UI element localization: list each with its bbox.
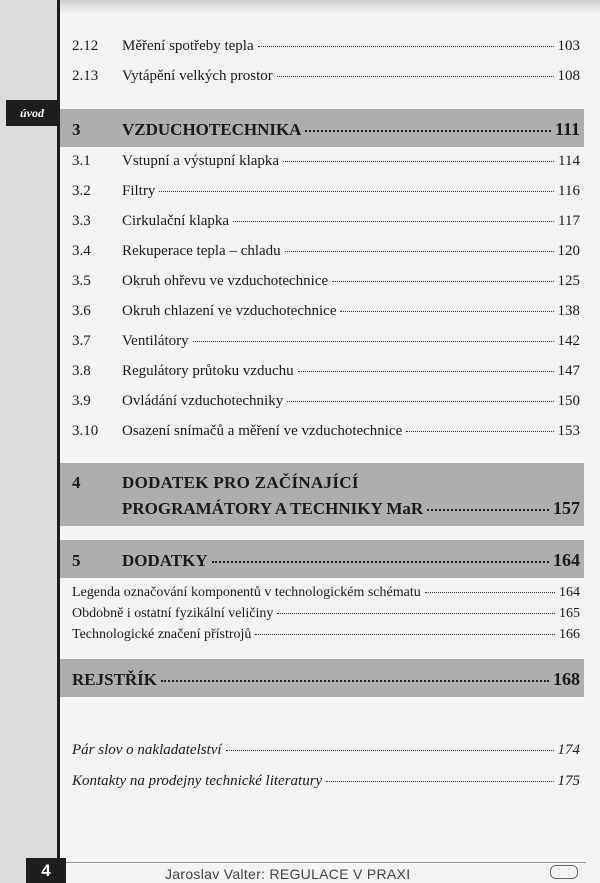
toc-page: 114 bbox=[558, 153, 580, 169]
leader-dots bbox=[233, 221, 554, 222]
toc-title: Cirkulační klapka bbox=[122, 213, 230, 229]
toc-number: 3.8 bbox=[72, 363, 91, 379]
page-number: 4 bbox=[26, 858, 66, 883]
leader-dots bbox=[406, 431, 553, 432]
toc-number: 3.5 bbox=[72, 273, 91, 289]
toc-title: Okruh chlazení ve vzduchotechnice bbox=[122, 303, 337, 319]
toc-row bbox=[72, 242, 580, 260]
toc-page: 120 bbox=[557, 243, 580, 259]
toc-page: 138 bbox=[557, 303, 580, 319]
toc-title: Legenda označování komponentů v technologickém schématu bbox=[72, 585, 421, 600]
toc-row bbox=[72, 772, 580, 790]
toc-number: 3.2 bbox=[72, 183, 91, 199]
leader-dots bbox=[425, 592, 555, 593]
index-heading bbox=[60, 659, 584, 697]
section-tab: úvod bbox=[6, 100, 58, 126]
leader-dots bbox=[427, 509, 549, 511]
leader-dots bbox=[193, 341, 554, 342]
toc-number: 3.1 bbox=[72, 153, 91, 169]
toc-number: 3.7 bbox=[72, 333, 91, 349]
toc-row bbox=[72, 302, 580, 320]
chapter-number: 5 bbox=[72, 551, 81, 570]
toc-number: 2.12 bbox=[72, 38, 99, 54]
toc-title: Osazení snímačů a měření ve vzduchotechnice bbox=[122, 423, 403, 439]
toc-title: Vytápění velkých prostor bbox=[122, 68, 273, 84]
leader-dots bbox=[258, 46, 554, 47]
toc-title: Pár slov o nakladatelství bbox=[72, 742, 222, 758]
toc-row bbox=[72, 152, 580, 170]
leader-dots bbox=[159, 191, 554, 192]
toc-row bbox=[72, 212, 580, 230]
toc-page: 108 bbox=[557, 68, 580, 84]
toc-row bbox=[72, 332, 580, 350]
leader-dots bbox=[332, 281, 553, 282]
toc-row bbox=[72, 182, 580, 200]
toc-number: 3.9 bbox=[72, 393, 91, 409]
toc-title: Vstupní a výstupní klapka bbox=[122, 153, 280, 169]
toc-page: 142 bbox=[557, 333, 580, 349]
toc-page: 166 bbox=[559, 627, 580, 642]
publisher-logo-icon bbox=[550, 865, 578, 879]
leader-dots bbox=[277, 76, 554, 77]
toc-number: 3.3 bbox=[72, 213, 91, 229]
toc-row bbox=[72, 362, 580, 380]
chapter-heading bbox=[60, 463, 584, 526]
toc-page: 117 bbox=[558, 213, 580, 229]
toc-page: 153 bbox=[557, 423, 580, 439]
leader-dots bbox=[305, 130, 551, 132]
toc-row bbox=[72, 605, 580, 623]
toc-row bbox=[72, 741, 580, 759]
leader-dots bbox=[161, 680, 549, 682]
chapter-title-line1: DODATEK PRO ZAČÍNAJÍCÍ bbox=[122, 473, 359, 492]
chapter-number: 3 bbox=[72, 120, 81, 139]
toc-page: 150 bbox=[557, 393, 580, 409]
toc-number: 2.13 bbox=[72, 68, 99, 84]
chapter-page: 157 bbox=[553, 498, 580, 518]
chapter-title: DODATKY bbox=[122, 551, 208, 570]
chapter-number: 4 bbox=[72, 473, 81, 492]
toc-title: Ovládání vzduchotechniky bbox=[122, 393, 284, 409]
toc-row bbox=[72, 272, 580, 290]
toc-page: 164 bbox=[559, 585, 580, 600]
toc-title: Technologické značení přístrojů bbox=[72, 627, 252, 642]
toc-page: 175 bbox=[557, 773, 580, 789]
leader-dots bbox=[298, 371, 554, 372]
chapter-page: 164 bbox=[553, 550, 580, 570]
toc-row bbox=[72, 37, 580, 55]
toc-page: 165 bbox=[559, 606, 580, 621]
toc-title: Měření spotřeby tepla bbox=[122, 38, 254, 54]
index-page: 168 bbox=[553, 669, 580, 689]
toc-row bbox=[72, 392, 580, 410]
index-title: REJSTŘÍK bbox=[72, 670, 158, 689]
toc-title: Filtry bbox=[122, 183, 156, 199]
chapter-title: VZDUCHOTECHNIKA bbox=[122, 120, 302, 139]
left-margin bbox=[0, 0, 60, 883]
running-footer: Jaroslav Valter: REGULACE V PRAXI bbox=[165, 866, 411, 882]
toc-row bbox=[72, 422, 580, 440]
toc-title: Ventilátory bbox=[122, 333, 189, 349]
toc-page: 116 bbox=[558, 183, 580, 199]
chapter-title-line2: PROGRAMÁTORY A TECHNIKY MaR bbox=[122, 499, 424, 518]
toc-row bbox=[72, 626, 580, 644]
toc-page: 125 bbox=[557, 273, 580, 289]
page-top-edge bbox=[0, 0, 600, 14]
toc-row bbox=[72, 67, 580, 85]
toc-title: Rekuperace tepla – chladu bbox=[122, 243, 281, 259]
toc-page: 174 bbox=[557, 742, 580, 758]
leader-dots bbox=[277, 613, 555, 614]
toc-title: Okruh ohřevu ve vzduchotechnice bbox=[122, 273, 329, 289]
toc-number: 3.4 bbox=[72, 243, 91, 259]
toc-title: Obdobně i ostatní fyzikální veličiny bbox=[72, 606, 274, 621]
chapter-heading bbox=[60, 109, 584, 147]
leader-dots bbox=[212, 561, 549, 563]
chapter-heading bbox=[60, 540, 584, 578]
toc-page: 103 bbox=[557, 38, 580, 54]
toc-page: 147 bbox=[557, 363, 580, 379]
leader-dots bbox=[326, 781, 553, 782]
toc-row bbox=[72, 584, 580, 602]
leader-dots bbox=[340, 311, 553, 312]
leader-dots bbox=[287, 401, 553, 402]
chapter-page: 111 bbox=[554, 119, 580, 139]
leader-dots bbox=[283, 161, 554, 162]
leader-dots bbox=[255, 634, 555, 635]
toc-number: 3.10 bbox=[72, 423, 99, 439]
leader-dots bbox=[285, 251, 554, 252]
toc-title: Kontakty na prodejny technické literatury bbox=[72, 773, 323, 789]
leader-dots bbox=[226, 750, 554, 751]
footer-rule bbox=[66, 862, 586, 863]
toc-title: Regulátory průtoku vzduchu bbox=[122, 363, 294, 379]
toc-number: 3.6 bbox=[72, 303, 91, 319]
